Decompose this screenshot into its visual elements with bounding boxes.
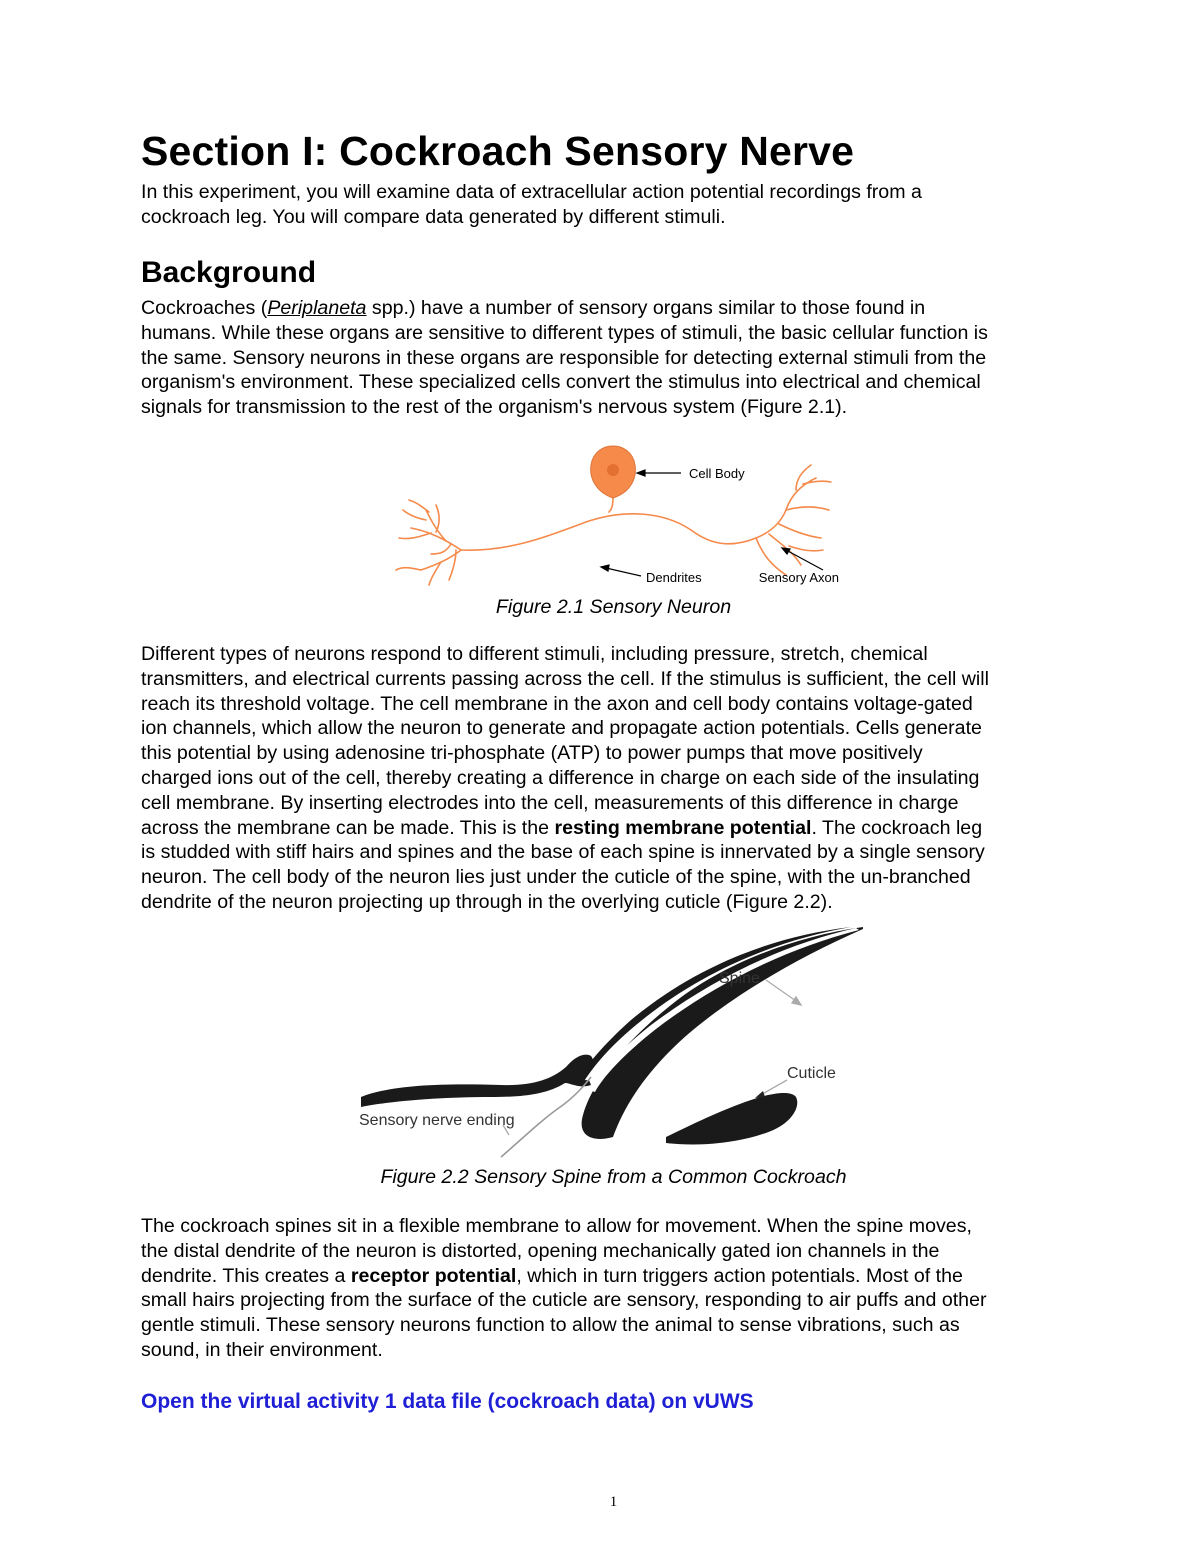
dendrites-label: Dendrites (646, 570, 702, 585)
paragraph-line: neuron. The cell body of the neuron lies just under the cuticle of the spine, with the un-branched (141, 866, 971, 889)
paragraph-line: reach its threshold voltage. The cell membrane in the axon and cell body contains voltage-gated (141, 692, 973, 715)
axon-label: Sensory Axon (758, 570, 839, 585)
text-run: , which in turn triggers action potentials. Most of the (516, 1264, 963, 1287)
paragraph-line: sound, in their environment. (141, 1338, 383, 1361)
paragraph-line: this potential by using adenosine tri-phosphate (ATP) to power pumps that move positively (141, 742, 923, 765)
background-paragraph-1 (141, 296, 1086, 420)
paragraph-line (141, 296, 1086, 321)
genus-name: Periplaneta (267, 297, 367, 319)
background-paragraph-3 (141, 1214, 1086, 1363)
cuticle-label-group (751, 1060, 851, 1105)
text-run: Cockroaches ( (141, 297, 268, 319)
text-run: . The cockroach leg (811, 816, 983, 839)
cuticle-label: Cuticle (787, 1065, 836, 1082)
paragraph-line: organism's environment. These specialized cells convert the stimulus into electrical and chemical (141, 371, 981, 394)
key-term: receptor potential (350, 1264, 517, 1287)
nerve-label: Sensory nerve ending (359, 1112, 515, 1129)
background-paragraph-2 (141, 642, 1086, 915)
axon-line (461, 510, 786, 550)
intro-paragraph (141, 180, 1086, 230)
paragraph-line: signals for transmission to the rest of the organism's nervous system (Figure 2.1). (141, 396, 848, 419)
text-run: spp.) have a number of sensory organs similar to those found in (366, 297, 926, 319)
intro-line: cockroach leg. You will compare data generated by different stimuli. (141, 205, 726, 228)
page-number: 1 (609, 1494, 618, 1510)
cuticle-left (361, 1055, 593, 1107)
figure-2-caption: Figure 2.2 Sensory Spine from a Common Cockroach (380, 1166, 847, 1188)
paragraph-line (141, 816, 1086, 841)
paragraph-line: The cockroach spines sit in a flexible membrane to allow for movement. When the spine moves, (141, 1215, 972, 1237)
paragraph-line (141, 1264, 1086, 1289)
sensory-neuron-figure (391, 440, 841, 590)
paragraph-line: charged ions out of the cell, thereby creating a difference in charge on each side of the insulating (141, 766, 980, 789)
text-run: across the membrane can be made. This is the (141, 816, 555, 839)
cell-nucleus (607, 464, 619, 476)
paragraph-line: cell membrane. By inserting electrodes into the cell, measurements of this difference in charge (141, 791, 959, 814)
text-run: dendrite. This creates a (141, 1264, 351, 1287)
paragraph-line: the same. Sensory neurons in these organs are responsible for detecting external stimuli from the (141, 346, 987, 369)
paragraph-line: transmitters, and electrical currents passing across the cell. If the stimulus is sufficient, the cell will (141, 667, 989, 690)
cell-body-label: Cell Body (689, 466, 745, 481)
key-term: resting membrane potential (554, 816, 812, 839)
spine-label: Spine (719, 970, 760, 987)
open-data-file-instruction: Open the virtual activity 1 data file (cockroach data) on vUWS (141, 1390, 754, 1413)
background-heading: Background (141, 256, 317, 289)
paragraph-line: gentle stimuli. These sensory neurons function to allow the animal to sense vibrations, such as (141, 1314, 960, 1337)
paragraph-line: dendrite of the neuron projecting up through in the overlying cuticle (Figure 2.2). (141, 890, 833, 913)
intro-line: In this experiment, you will examine data of extracellular action potential recordings from a (141, 181, 922, 203)
paragraph-line: ion channels, which allow the neuron to generate and propagate action potentials. Cells generate (141, 717, 982, 740)
section-title: Section I: Cockroach Sensory Nerve (141, 128, 855, 174)
paragraph-line: the distal dendrite of the neuron is distorted, opening mechanically gated ion channels in the (141, 1239, 940, 1262)
sensory-spine-figure (351, 925, 871, 1160)
paragraph-line: humans. While these organs are sensitive to different types of stimuli, the basic cellular function is (141, 321, 988, 344)
figure-1-caption: Figure 2.1 Sensory Neuron (495, 596, 732, 618)
paragraph-line: is studded with stiff hairs and spines and the base of each spine is innervated by a single sensory (141, 841, 985, 864)
paragraph-line: small hairs projecting from the surface of the cuticle are sensory, responding to air puffs and other (141, 1289, 987, 1312)
paragraph-line: Different types of neurons respond to different stimuli, including pressure, stretch, chemical (141, 643, 928, 665)
